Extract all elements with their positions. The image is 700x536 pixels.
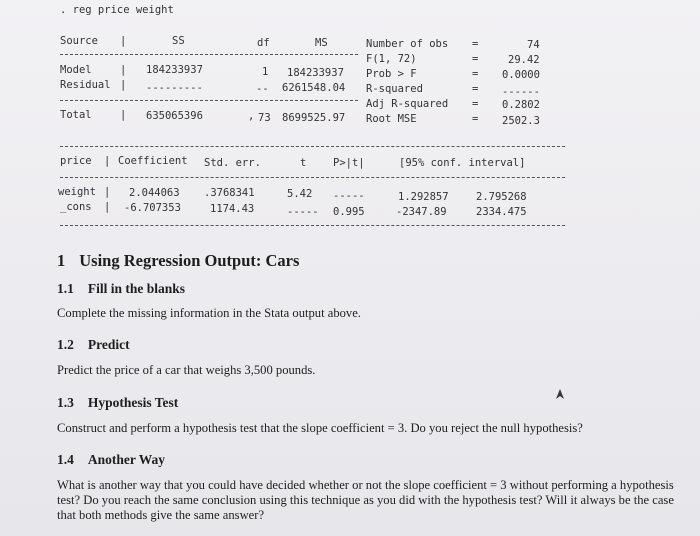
stat-equals: = <box>472 53 479 65</box>
stat-label: Root MSE <box>366 113 417 125</box>
section-title: Using Regression Output: Cars <box>79 251 300 270</box>
coef-row-ci-low: -2347.89 <box>396 206 447 218</box>
stat-equals: = <box>472 68 479 80</box>
stat-equals: = <box>472 98 479 110</box>
coef-header-ci: [95% conf. interval] <box>399 157 526 169</box>
stat-label: R-squared <box>366 83 423 95</box>
stat-label: Number of obs <box>366 38 449 50</box>
stat-equals: = <box>472 113 479 125</box>
anova-header-source: Source <box>60 35 98 47</box>
stat-value: 29.42 <box>508 54 540 66</box>
anova-header-ms: MS <box>315 37 328 49</box>
coef-row-coef: 2.044063 <box>129 187 180 199</box>
anova-df-total: 73 <box>258 112 271 124</box>
coef-row-coef: -6.707353 <box>124 202 181 214</box>
coef-divider: | <box>104 201 111 213</box>
subsection-title: Fill in the blanks <box>87 281 186 296</box>
anova-row-label-residual: Residual <box>60 79 111 91</box>
anova-divider: | <box>120 35 127 47</box>
subsection-text: What is another way that you could have decided whether or not the slope coefficient = 3 without performing a hypothesis test? Do you reach the same conclusion using this technique as you did with the hypothesis test? Will it always be the case that both methods give the same answer? <box>57 478 674 522</box>
coef-row-t: 5.42 <box>287 188 313 200</box>
anova-row-label-total: Total <box>60 109 92 121</box>
subsection-heading <box>57 281 185 297</box>
stat-value: 0.0000 <box>502 69 540 81</box>
subsection-number: 1.3 <box>57 395 74 410</box>
coef-row-t: ----- <box>287 206 319 218</box>
coef-header-var: price <box>60 155 92 167</box>
coef-row-var: weight <box>58 186 96 198</box>
subsection-text: Construct and perform a hypothesis test that the slope coefficient = 3. Do you reject the null hypothesis? <box>57 421 583 435</box>
anova-ss-model: 184233937 <box>146 64 203 76</box>
anova-header-ss: SS <box>172 35 185 47</box>
subsection-title: Hypothesis Test <box>87 395 179 410</box>
anova-ss-residual: --------- <box>146 82 203 94</box>
coef-row-var: _cons <box>60 201 92 213</box>
stat-value: 0.2802 <box>502 99 540 111</box>
coef-row-p: 0.995 <box>333 206 365 218</box>
coef-divider: | <box>104 186 111 198</box>
subsection-heading <box>57 395 178 411</box>
subsection-title: Predict <box>87 337 130 352</box>
subsection-title: Another Way <box>87 452 166 467</box>
anova-df-residual: -- <box>256 83 269 95</box>
anova-row-label-model: Model <box>60 64 92 76</box>
stat-equals: = <box>472 38 479 50</box>
anova-ms-model: 184233937 <box>287 67 344 79</box>
stat-value: 74 <box>527 39 540 51</box>
anova-ms-residual: 6261548.04 <box>282 82 346 94</box>
stat-equals: = <box>472 83 479 95</box>
anova-df-model: 1 <box>262 66 269 78</box>
coef-header-coef: Coefficient <box>118 155 188 167</box>
stata-command: . reg price weight <box>60 4 174 16</box>
anova-divider: | <box>120 79 127 91</box>
coef-rule-bottom <box>60 225 565 226</box>
stat-value: 2502.3 <box>502 115 540 127</box>
coef-rule-top <box>60 146 565 147</box>
anova-ss-total: 635065396 <box>146 110 203 122</box>
coef-row-se: .3768341 <box>204 187 255 199</box>
coef-rule-mid <box>60 177 565 178</box>
subsection-heading <box>57 337 130 353</box>
mouse-cursor-icon <box>555 388 565 400</box>
coef-header-se: Std. err. <box>204 157 261 169</box>
coef-divider: | <box>104 155 111 167</box>
subsection-text: Predict the price of a car that weighs 3,500 pounds. <box>57 363 316 377</box>
stat-label: F(1, 72) <box>366 53 417 65</box>
coef-row-ci-high: 2334.475 <box>476 206 527 218</box>
stat-value: ------ <box>502 86 540 98</box>
coef-header-t: t <box>300 157 307 169</box>
stat-label: Adj R-squared <box>366 98 449 110</box>
coef-row-ci-low: 1.292857 <box>398 191 449 203</box>
anova-rule-bottom <box>60 100 358 101</box>
subsection-number: 1.4 <box>57 452 74 467</box>
section-heading <box>57 251 299 271</box>
anova-df-total-mark: , <box>248 110 255 122</box>
coef-row-ci-high: 2.795268 <box>476 191 527 203</box>
section-number: 1 <box>57 251 66 270</box>
coef-header-p: P>|t| <box>333 157 365 169</box>
subsection-text: Complete the missing information in the Stata output above. <box>57 306 361 320</box>
subsection-number: 1.1 <box>57 281 74 296</box>
stat-label: Prob > F <box>366 68 417 80</box>
coef-row-p: ----- <box>333 190 365 202</box>
anova-divider: | <box>120 109 127 121</box>
anova-divider: | <box>120 64 127 76</box>
subsection-number: 1.2 <box>57 337 74 352</box>
coef-row-se: 1174.43 <box>210 203 255 215</box>
subsection-heading <box>57 452 165 468</box>
anova-ms-total: 8699525.97 <box>282 112 346 124</box>
anova-rule-top <box>60 54 358 55</box>
anova-header-df: df <box>257 37 270 49</box>
